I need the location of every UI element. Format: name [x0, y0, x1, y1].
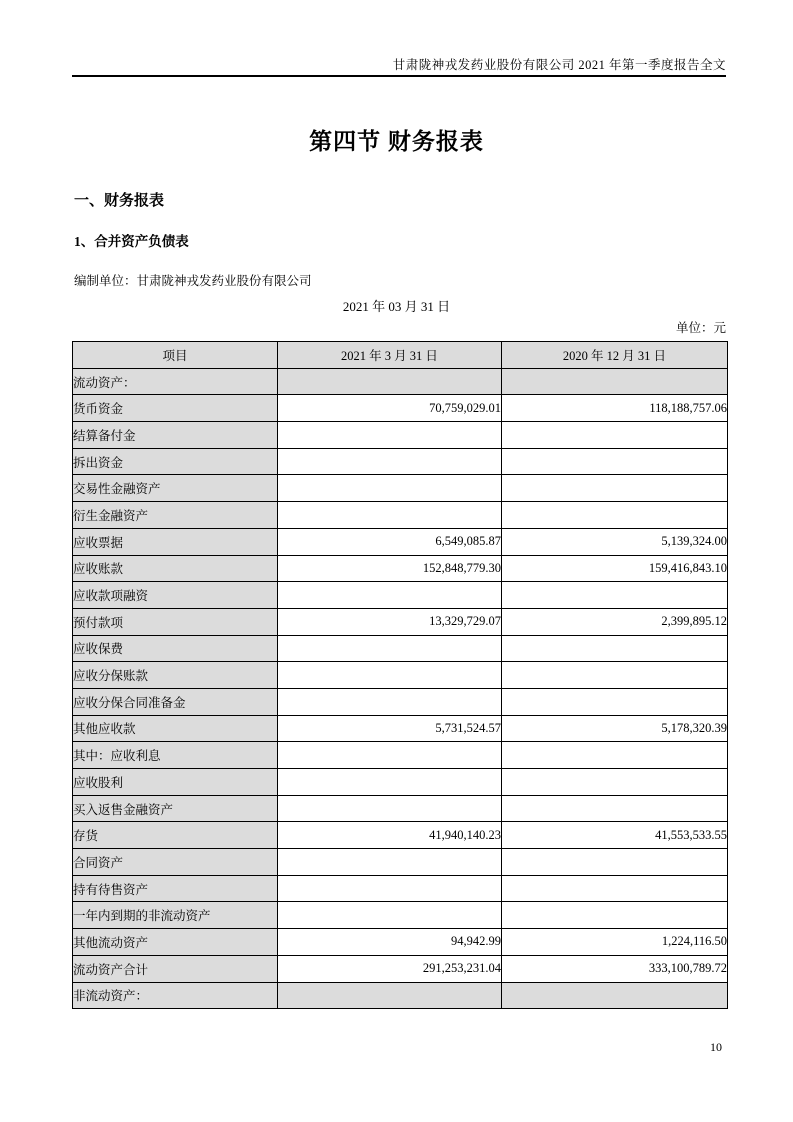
- value-2020-cell: 2,399,895.12: [502, 608, 728, 635]
- value-2021-cell: [278, 849, 502, 876]
- item-cell: 应收票据: [73, 528, 278, 555]
- table-row: [73, 582, 728, 609]
- value-2020-cell: [502, 635, 728, 662]
- table-row: [73, 448, 728, 475]
- item-cell: 流动资产：: [73, 368, 278, 395]
- col-header-item: 项目: [73, 342, 278, 369]
- value-2020-cell: [502, 582, 728, 609]
- value-2020-cell: 5,178,320.39: [502, 715, 728, 742]
- value-2021-cell: 13,329,729.07: [278, 608, 502, 635]
- item-cell: 其中：应收利息: [73, 742, 278, 769]
- item-cell: 买入返售金融资产: [73, 795, 278, 822]
- value-2020-cell: [502, 769, 728, 796]
- value-2020-cell: [502, 902, 728, 929]
- value-2021-cell: 41,940,140.23: [278, 822, 502, 849]
- table-row: [73, 368, 728, 395]
- item-cell: 应收保费: [73, 635, 278, 662]
- value-2020-cell: [502, 662, 728, 689]
- statement-date: 2021 年 03 月 31 日: [342, 299, 451, 314]
- value-2021-cell: 6,549,085.87: [278, 528, 502, 555]
- table-row: [73, 635, 728, 662]
- page-title: 第四节 财务报表: [309, 129, 484, 154]
- value-2020-cell: 118,188,757.06: [502, 395, 728, 422]
- balance-sheet-body: [73, 368, 728, 1009]
- table-row: [73, 769, 728, 796]
- item-cell: 结算备付金: [73, 422, 278, 449]
- value-2021-cell: [278, 582, 502, 609]
- table-row: [73, 475, 728, 502]
- item-cell: 持有待售资产: [73, 875, 278, 902]
- value-2020-cell: [502, 795, 728, 822]
- col-header-2021: 2021 年 3 月 31 日: [278, 342, 502, 369]
- value-2021-cell: [278, 982, 502, 1009]
- table-row: [73, 955, 728, 982]
- header-row: [73, 342, 728, 369]
- value-2021-cell: [278, 635, 502, 662]
- table-row: [73, 929, 728, 956]
- unit-label: 单位：元: [675, 321, 726, 335]
- value-2021-cell: 5,731,524.57: [278, 715, 502, 742]
- value-2020-cell: [502, 688, 728, 715]
- value-2020-cell: [502, 502, 728, 529]
- item-cell: 应收款项融资: [73, 582, 278, 609]
- item-cell: 其他流动资产: [73, 929, 278, 956]
- value-2021-cell: 152,848,779.30: [278, 555, 502, 582]
- item-cell: 拆出资金: [73, 448, 278, 475]
- value-2020-cell: [502, 475, 728, 502]
- table-row: [73, 528, 728, 555]
- value-2021-cell: [278, 795, 502, 822]
- item-cell: 合同资产: [73, 849, 278, 876]
- item-cell: 流动资产合计: [73, 955, 278, 982]
- value-2020-cell: 5,139,324.00: [502, 528, 728, 555]
- table-row: [73, 422, 728, 449]
- prepared-by-label: 编制单位：甘肃陇神戎发药业股份有限公司: [74, 274, 312, 288]
- value-2021-cell: [278, 475, 502, 502]
- value-2020-cell: 41,553,533.55: [502, 822, 728, 849]
- balance-sheet-table: [72, 341, 728, 1009]
- value-2021-cell: 291,253,231.04: [278, 955, 502, 982]
- value-2021-cell: 70,759,029.01: [278, 395, 502, 422]
- value-2021-cell: [278, 368, 502, 395]
- header-rule: [72, 75, 726, 77]
- table-row: [73, 662, 728, 689]
- table-row: [73, 608, 728, 635]
- value-2021-cell: [278, 875, 502, 902]
- subsection-heading-balance-sheet: 1、合并资产负债表: [74, 234, 189, 249]
- value-2021-cell: [278, 769, 502, 796]
- item-cell: 存货: [73, 822, 278, 849]
- table-row: [73, 555, 728, 582]
- value-2020-cell: [502, 368, 728, 395]
- table-row: [73, 902, 728, 929]
- table-row: [73, 395, 728, 422]
- value-2020-cell: 333,100,789.72: [502, 955, 728, 982]
- value-2021-cell: [278, 422, 502, 449]
- table-row: [73, 795, 728, 822]
- item-cell: 非流动资产：: [73, 982, 278, 1009]
- table-row: [73, 849, 728, 876]
- table-row: [73, 822, 728, 849]
- value-2021-cell: [278, 688, 502, 715]
- table-row: [73, 982, 728, 1009]
- section-heading-financial-statements: 一、财务报表: [74, 193, 165, 209]
- value-2020-cell: [502, 422, 728, 449]
- table-row: [73, 875, 728, 902]
- item-cell: 交易性金融资产: [73, 475, 278, 502]
- item-cell: 货币资金: [73, 395, 278, 422]
- value-2020-cell: [502, 849, 728, 876]
- table-row: [73, 715, 728, 742]
- value-2020-cell: [502, 742, 728, 769]
- value-2021-cell: [278, 742, 502, 769]
- running-header: 甘肃陇神戎发药业股份有限公司 2021 年第一季度报告全文: [392, 58, 726, 72]
- value-2020-cell: [502, 982, 728, 1009]
- item-cell: 应收分保合同准备金: [73, 688, 278, 715]
- value-2020-cell: 159,416,843.10: [502, 555, 728, 582]
- item-cell: 一年内到期的非流动资产: [73, 902, 278, 929]
- value-2021-cell: [278, 662, 502, 689]
- table-row: [73, 688, 728, 715]
- value-2021-cell: [278, 902, 502, 929]
- page-number: 10: [710, 1040, 722, 1054]
- table-row: [73, 742, 728, 769]
- item-cell: 应收分保账款: [73, 662, 278, 689]
- value-2020-cell: 1,224,116.50: [502, 929, 728, 956]
- value-2020-cell: [502, 875, 728, 902]
- item-cell: 应收账款: [73, 555, 278, 582]
- col-header-2020: 2020 年 12 月 31 日: [502, 342, 728, 369]
- value-2021-cell: [278, 448, 502, 475]
- value-2021-cell: [278, 502, 502, 529]
- item-cell: 衍生金融资产: [73, 502, 278, 529]
- item-cell: 其他应收款: [73, 715, 278, 742]
- value-2020-cell: [502, 448, 728, 475]
- table-row: [73, 502, 728, 529]
- table-header-row: [73, 342, 728, 369]
- value-2021-cell: 94,942.99: [278, 929, 502, 956]
- item-cell: 应收股利: [73, 769, 278, 796]
- item-cell: 预付款项: [73, 608, 278, 635]
